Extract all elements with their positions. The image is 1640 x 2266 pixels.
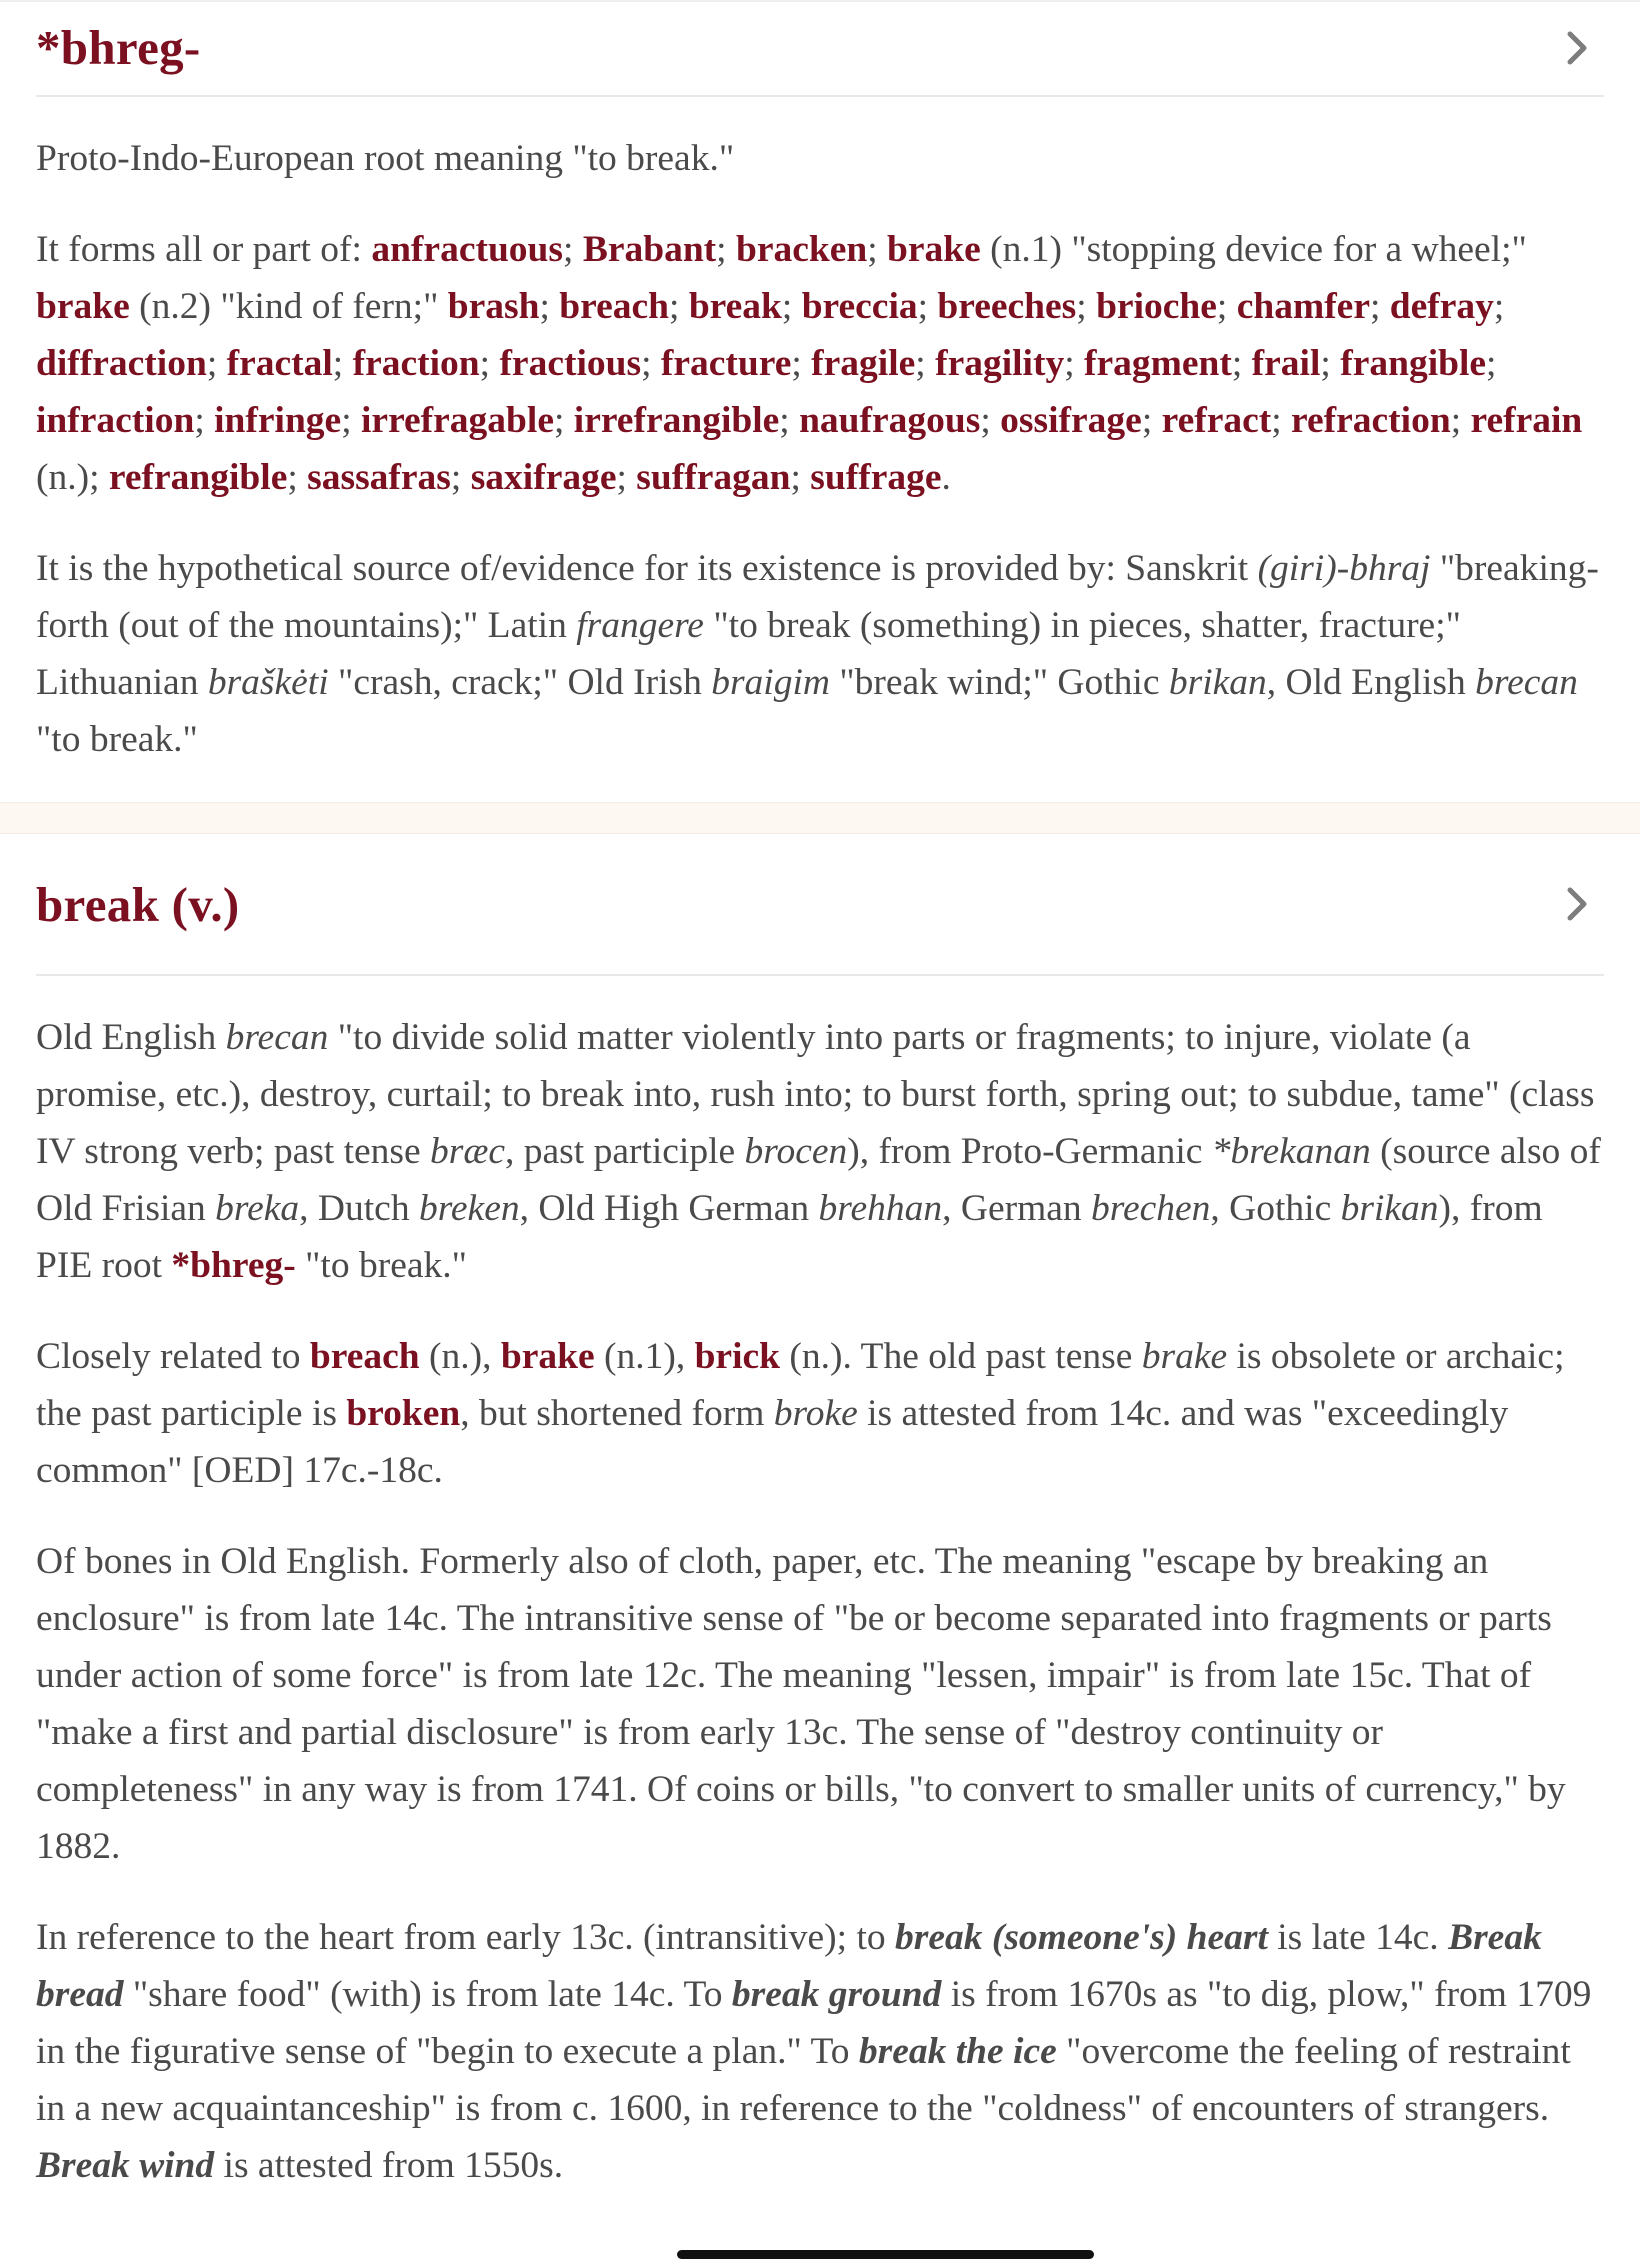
xref-link[interactable]: brake	[36, 286, 130, 327]
xref-link[interactable]: ossifrage	[1000, 400, 1142, 441]
chevron-right-icon[interactable]	[1558, 29, 1596, 67]
xref-link[interactable]: diffraction	[36, 343, 207, 384]
xref-link[interactable]: Brabant	[582, 229, 717, 270]
paragraph: Of bones in Old English. Formerly also of cloth, paper, etc. The meaning "escape by breaking an enclosure" is from late 14c. The intransitive sense of "be or become separated into fragments or parts under action of some force" is from late 12c. The meaning "lessen, impair" is from late 15c. That of "make a first and partial disclosure" is from early 13c. The sense of "destroy continuity or completeness" in any way is from 1741. Of coins or bills, "to convert to smaller units of currency," by 1882.	[36, 1541, 1566, 1867]
xref-link[interactable]: *bhreg-	[171, 1245, 296, 1286]
paragraph-related-words: It forms all or part of: anfractuous; Brabant; bracken; brake (n.1) "stopping device for a wheel;" brake (n.2) "kind of fern;" brash; breach; break; breccia; breeches; brioche; chamfer; defray; diffraction; fractal; fraction; fractious; fracture; fragile; fragility; fragment; frail; frangible; infraction; infringe; irrefragable; irrefrangible; naufragous; ossifrage; refract; refraction; refrain (n.); refrangible; sassafras; saxifrage; suffragan; suffrage.	[36, 229, 1583, 498]
xref-link[interactable]: break	[688, 286, 782, 327]
xref-link[interactable]: fractal	[226, 343, 333, 384]
entry-bhreg	[0, 0, 1640, 768]
paragraph-origin: Old English brecan "to divide solid matter violently into parts or fragments; to injure, violate (a promise, etc.), destroy, curtail; to break into, rush into; to burst forth, spring out; to subdue, tame" (class IV strong verb; past tense bræc, past participle brocen), from Proto-Germanic *brekanan (source also of Old Frisian breka, Dutch breken, Old High German brehhan, German brechen, Gothic brikan), from PIE root *bhreg- "to break."	[36, 1017, 1601, 1286]
paragraph-idioms: In reference to the heart from early 13c. (intransitive); to break (someone's) heart is late 14c. Break bread "share food" (with) is from late 14c. To break ground is from 1670s as "to dig, plow," from 1709 in the figurative sense of "begin to execute a plan." To break the ice "overcome the feeling of restraint in a new acquaintanceship" is from c. 1600, in reference to the "coldness" of encounters of strangers. Break wind is attested from 1550s.	[36, 1917, 1592, 2186]
xref-link[interactable]: fraction	[352, 343, 480, 384]
xref-link[interactable]: defray	[1389, 286, 1494, 327]
top-border	[0, 0, 1640, 2]
xref-link[interactable]: fracture	[660, 343, 792, 384]
xref-link[interactable]: sassafras	[307, 457, 451, 498]
xref-link[interactable]: breach	[309, 1336, 420, 1377]
xref-link[interactable]: bracken	[735, 229, 868, 270]
entry-header[interactable]	[36, 834, 1604, 976]
xref-link[interactable]: breccia	[801, 286, 918, 327]
entry-title[interactable]: break (v.)	[36, 876, 240, 932]
xref-link[interactable]: irrefragable	[361, 400, 554, 441]
paragraph: Proto-Indo-European root meaning "to break."	[36, 138, 735, 179]
entry-title[interactable]: *bhreg-	[36, 20, 201, 75]
xref-link[interactable]: saxifrage	[470, 457, 617, 498]
entry-body	[36, 976, 1604, 2194]
xref-link[interactable]: breeches	[937, 286, 1077, 327]
xref-link[interactable]: brick	[694, 1336, 780, 1377]
xref-link[interactable]: brash	[447, 286, 540, 327]
entry-divider	[0, 802, 1640, 834]
chevron-right-icon[interactable]	[1558, 885, 1596, 923]
xref-link[interactable]: fragment	[1084, 343, 1232, 384]
paragraph-related: Closely related to breach (n.), brake (n.1), brick (n.). The old past tense brake is obsolete or archaic; the past participle is broken, but shortened form broke is attested from 14c. and was "exceedingly common" [OED] 17c.-18c.	[36, 1336, 1565, 1491]
xref-link[interactable]: brake	[887, 229, 981, 270]
paragraph-cognates: It is the hypothetical source of/evidence for its existence is provided by: Sanskrit (giri)-bhraj "breaking-forth (out of the mountains);" Latin frangere "to break (something) in pieces, shatter, fracture;" Lithuanian braškėti "crash, crack;" Old Irish braigim "break wind;" Gothic brikan, Old English brecan "to break."	[36, 548, 1599, 760]
xref-link[interactable]: fractious	[499, 343, 642, 384]
xref-link[interactable]: refract	[1161, 400, 1272, 441]
entry-header[interactable]	[36, 0, 1604, 97]
xref-link[interactable]: infraction	[36, 400, 195, 441]
xref-link[interactable]: naufragous	[799, 400, 981, 441]
xref-link[interactable]: refrangible	[108, 457, 288, 498]
xref-link[interactable]: suffrage	[810, 457, 942, 498]
xref-link[interactable]: breach	[559, 286, 670, 327]
xref-link[interactable]: broken	[346, 1393, 461, 1434]
xref-link[interactable]: brioche	[1096, 286, 1217, 327]
xref-link[interactable]: fragility	[935, 343, 1065, 384]
xref-link[interactable]: anfractuous	[371, 229, 564, 270]
xref-link[interactable]: frangible	[1340, 343, 1487, 384]
xref-link[interactable]: infringe	[214, 400, 342, 441]
xref-link[interactable]: fragile	[811, 343, 916, 384]
xref-link[interactable]: frail	[1251, 343, 1321, 384]
xref-link[interactable]: brake	[500, 1336, 595, 1377]
xref-link[interactable]: suffragan	[636, 457, 791, 498]
xref-link[interactable]: refrain	[1470, 400, 1583, 441]
xref-link[interactable]: irrefrangible	[573, 400, 780, 441]
xref-link[interactable]: chamfer	[1236, 286, 1370, 327]
xref-link[interactable]: refraction	[1291, 400, 1451, 441]
entry-body	[36, 97, 1604, 768]
home-indicator[interactable]	[677, 2250, 1094, 2259]
entry-break-v	[0, 834, 1640, 2194]
